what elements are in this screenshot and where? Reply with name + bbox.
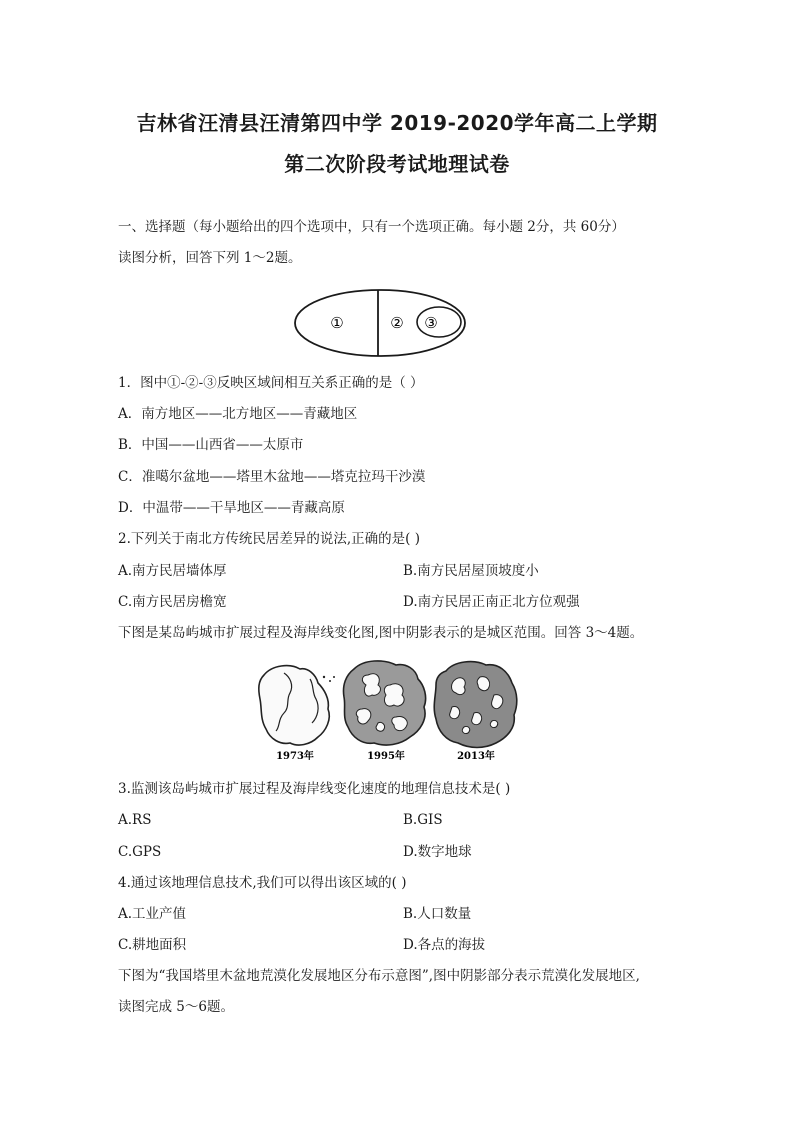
q1-stem: 1．图中①-②-③反映区域间相互关系正确的是（ ） bbox=[118, 375, 424, 391]
map-2013 bbox=[434, 662, 517, 762]
diagram-label-2: ② bbox=[390, 314, 404, 332]
outer-ellipse bbox=[295, 290, 465, 356]
q1-option-a: A．南方地区——北方地区——青藏地区 bbox=[118, 406, 358, 422]
q2-stem: 2.下列关于南北方传统民居差异的说法,正确的是( ) bbox=[118, 531, 420, 547]
q1-option-c: C．准噶尔盆地——塔里木盆地——塔克拉玛干沙漠 bbox=[118, 469, 426, 485]
q3-option-c: C.GPS bbox=[118, 844, 162, 860]
q1-option-d: D．中温带——干旱地区——青藏高原 bbox=[118, 500, 345, 516]
q2-option-d: D.南方民居正南正北方位观强 bbox=[403, 594, 580, 610]
intro-q5-6-line1: 下图为“我国塔里木盆地荒漠化发展地区分布示意图”,图中阴影部分表示荒漠化发展地区, bbox=[118, 968, 640, 984]
region-relation-diagram bbox=[290, 287, 470, 359]
intro-q5-6-line2: 读图完成 5～6题。 bbox=[118, 999, 234, 1015]
island-city-maps bbox=[250, 655, 540, 765]
intro-q1-2: 读图分析，回答下列 1～2题。 bbox=[118, 250, 302, 266]
section-heading: 一、选择题（每小题给出的四个选项中，只有一个选项正确。每小题 2分，共 60分） bbox=[118, 219, 625, 235]
intro-q3-4: 下图是某岛屿城市扩展过程及海岸线变化图,图中阴影表示的是城区范围。回答 3～4题。 bbox=[118, 625, 644, 641]
diagram-label-3: ③ bbox=[424, 314, 438, 332]
q3-option-b: B.GIS bbox=[403, 812, 443, 828]
q4-option-d: D.各点的海拔 bbox=[403, 937, 486, 953]
q2-option-c: C.南方民居房檐宽 bbox=[118, 594, 227, 610]
q1-option-b: B．中国——山西省——太原市 bbox=[118, 437, 304, 453]
exam-title-line1: 吉林省汪清县汪清第四中学 2019-2020学年高二上学期 bbox=[136, 111, 658, 135]
exam-title-line2: 第二次阶段考试地理试卷 bbox=[284, 152, 510, 176]
q4-stem: 4.通过该地理信息技术,我们可以得出该区域的( ) bbox=[118, 875, 407, 891]
q4-option-a: A.工业产值 bbox=[118, 906, 187, 922]
map-year-2013: 2013年 bbox=[457, 751, 495, 762]
q4-option-c: C.耕地面积 bbox=[118, 937, 187, 953]
q3-option-a: A.RS bbox=[118, 812, 152, 828]
q2-option-a: A.南方民居墙体厚 bbox=[118, 563, 227, 579]
q3-option-d: D.数字地球 bbox=[403, 844, 472, 860]
diagram-label-1: ① bbox=[330, 314, 344, 332]
map-1973 bbox=[259, 666, 335, 762]
q3-stem: 3.监测该岛屿城市扩展过程及海岸线变化速度的地理信息技术是( ) bbox=[118, 781, 511, 797]
map-year-1973: 1973年 bbox=[276, 751, 314, 762]
q4-option-b: B.人口数量 bbox=[403, 906, 472, 922]
map-year-1995: 1995年 bbox=[367, 751, 405, 762]
map-1995 bbox=[343, 661, 425, 762]
q2-option-b: B.南方民居屋顶坡度小 bbox=[403, 563, 539, 579]
